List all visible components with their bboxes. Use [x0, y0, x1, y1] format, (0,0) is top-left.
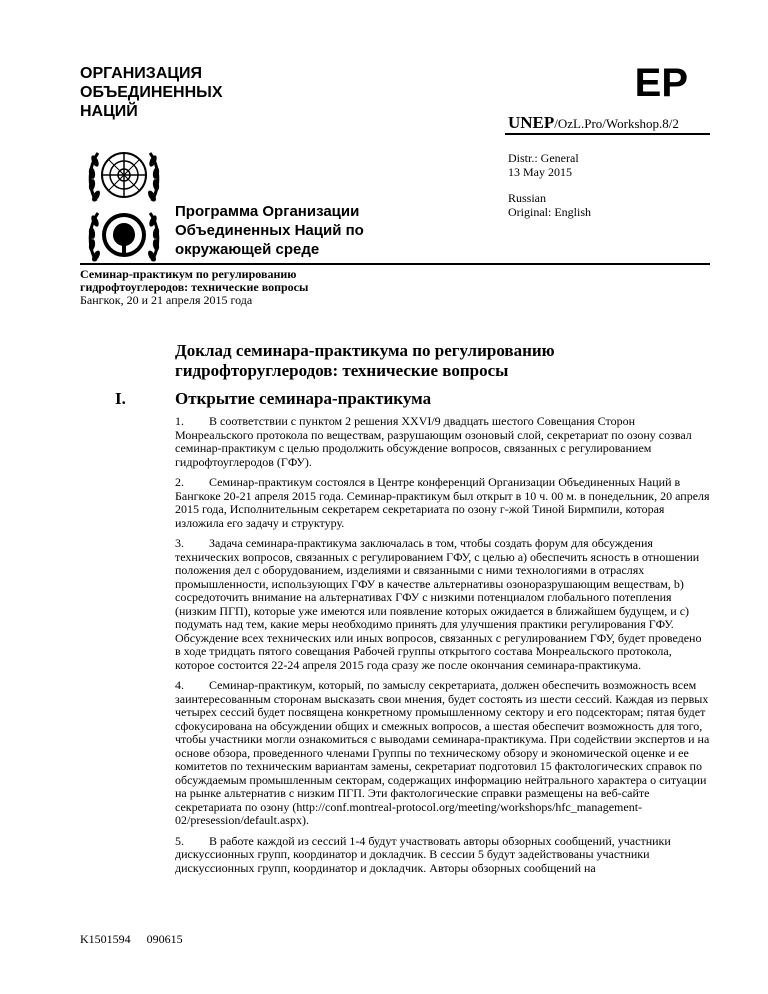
paragraph-text: В соответствии с пунктом 2 решения XXVI/9 двадцать шестого Совещания Сторон Монреальского протокола по веществам, разрушающим озоновый слой, секретариат по озону созвал семинар-практикум с целью продолжить обсуждение вопросов, связанных с регулированием гидрофтоуглеродов (ГФУ).: [175, 414, 692, 469]
main-rule: [80, 263, 710, 265]
document-symbol: [508, 113, 679, 133]
original-language: Original: English: [508, 205, 591, 219]
document-title: [175, 341, 710, 381]
paragraph-text: Семинар-практикум, который, по замыслу секретариата, должен обеспечить возможность всем заинтересованным сторонам высказать свои мнения, будет состоять из шести сессий. Каждая из первых четырех сессий будет посвящена конкретному промышленному сектору и его подсекторам; пятая будет сфокусирована на обсуждении общих и смежных вопросов, а шестая обеспечит возможность для того, чтобы участники могли ознакомиться с выводами семинара-практикума. При содействии экспертов и на основе обзора, проведенного членами Группы по техническому обзору и экономической оценке и ее комитетов по техническим вариантам замены, секретариат подготовил 15 фактологических справок по обсуждаемым промышленным секторам, содержащих информацию нейтрального характера о ситуации на рынке альтернатив с низким ПГП. Эти фактологические справки размещены на веб-сайте секретариата по озону (http://conf.montreal-protocol.org/meeting/workshops/hfc_management-02/presession/default.aspx).: [175, 678, 710, 827]
title-line: гидрофторуглеродов: технические вопросы: [175, 361, 509, 380]
footer-doc-number: K1501594: [80, 932, 131, 946]
paragraph-number: 4.: [175, 678, 184, 692]
paragraph: [175, 537, 710, 672]
paragraph-number: 2.: [175, 475, 184, 489]
paragraph-number: 1.: [175, 414, 184, 428]
meeting-title-line: гидрофтоуглеродов: технические вопросы: [80, 280, 309, 294]
unep-line: Программа Организации: [175, 203, 360, 220]
section-title: Открытие семинара-практикума: [175, 389, 432, 408]
meeting-location: Бангкок, 20 и 21 апреля 2015 года: [80, 293, 253, 307]
unep-name: [175, 202, 415, 259]
body-text: [175, 415, 710, 882]
footer-date-code: 090615: [146, 932, 183, 946]
org-line: ОБЪЕДИНЕННЫХ: [80, 84, 223, 101]
organization-name: [80, 64, 320, 121]
paragraph-text: Семинар-практикум состоялся в Центре конференций Организации Объединенных Наций в Бангкоке 20-21 апреля 2015 года. Семинар-практикум был открыт в 10 ч. 00 м. в понедельник, 20 апреля 2015 года, Исполнительным секретарем секретариата по озону г-жой Тиной Бирмпили, которая изложила его задачу и структуру.: [175, 475, 710, 530]
footer: [80, 932, 183, 947]
section-number: I.: [115, 389, 126, 408]
document-language: Russian: [508, 191, 547, 205]
unep-line: окружающей среде: [175, 241, 320, 258]
header-rule: [505, 133, 710, 135]
org-line: НАЦИЙ: [80, 103, 138, 120]
distribution-info: [508, 151, 579, 179]
meeting-title-line: Семинар-практикум по регулированию: [80, 267, 297, 281]
symbol-prefix: UNEP: [508, 113, 555, 132]
issue-date: 13 May 2015: [508, 165, 572, 179]
meeting-info: [80, 268, 308, 307]
paragraph-text: В работе каждой из сессий 1-4 будут участвовать авторы обзорных сообщений, участники дискуссионных групп, координатор и докладчик. В сессии 5 будут задействованы участники дискуссионных групп, координатор и докладчик. Авторы обзорных сообщений на: [175, 833, 671, 875]
paragraph: [175, 415, 710, 469]
distr-label: Distr.: General: [508, 151, 579, 165]
paragraph: [175, 835, 710, 876]
language-info: [508, 191, 591, 219]
symbol-suffix: /OzL.Pro/Workshop.8/2: [554, 116, 679, 131]
paragraph-number: 3.: [175, 536, 184, 550]
paragraph: [175, 476, 710, 530]
unep-line: Объединенных Наций по: [175, 222, 364, 239]
org-line: ОРГАНИЗАЦИЯ: [80, 65, 203, 82]
language-code: EP: [634, 61, 688, 105]
paragraph-number: 5.: [175, 833, 184, 848]
title-line: Доклад семинара-практикума по регулированию: [175, 341, 555, 360]
paragraph: [175, 679, 710, 828]
paragraph-text: Задача семинара-практикума заключалась в том, чтобы создать форум для обсуждения технических вопросов, связанных с регулированием ГФУ, с целью а) обеспечить ясность в отношении положения дел с оборудованием, изделиями и связанными с ними технологиями в отраслях промышленности, использующих ГФУ в качестве альтернативы озоноразрушающим веществам, b) сосредоточить внимание на альтернативах ГФУ с низкими потенциалом глобального потепления (низким ПГП), которые уже имеются или появление которых ожидается в ближайшем будущем, и с) подумать над тем, какие меры необходимо принять для улучшения практики регулирования ГФУ. Обсуждение всех технических или иных вопросов, связанных с регулированием ГФУ, будет проведено в ходе тридцать пятого совещания Рабочей группы открытого состава Монреальского протокола, которое состоится 22-24 апреля 2015 года сразу же после окончания семинара-практикума.: [175, 536, 702, 672]
